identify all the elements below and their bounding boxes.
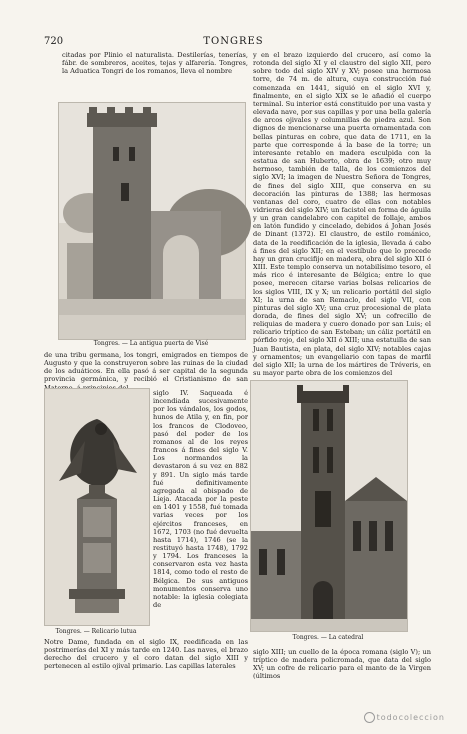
watermark: todocoleccion xyxy=(335,712,445,726)
text-left-bottom: Notre Dame, fundada en el siglo IX, reedificada en las postrimerías del XI y más tarde en 1240. Las naves, el brazo derecho del crucero y el coro datan del siglo XIII y pertenecen al estilo ojival primario. Las capillas laterales xyxy=(44,638,248,671)
text-left-top: citadas por Plinio el naturalista. Destilerías, tenerías, fábr. de sombreros, aceites, tejas y alfarería. Tongres, la Aduatica Tongri de los romanos, lleva el nombre xyxy=(62,51,248,76)
figure-reliquary xyxy=(44,388,150,626)
caption-gate: Tongres. — La antigua puerta de Visé xyxy=(93,340,209,347)
text-right-bottom: siglo XIII; un cuello de la época romana (siglo V); un tríptico de madera policromada, que data del siglo XV; un cofre de relicario para el manto de la Virgen (últimos xyxy=(253,648,431,681)
figure-cathedral xyxy=(250,380,408,632)
running-title: TONGRES xyxy=(203,36,264,47)
page-header xyxy=(0,36,467,50)
cathedral-illustration xyxy=(251,381,407,631)
caption-cathedral: Tongres. — La catedral xyxy=(292,634,364,641)
text-right-top: y en el brazo izquierdo del crucero, así como la rotonda del siglo XI y el claustro del siglo XII, pero sobre todo del siglo XIV y XV; posee una hermosa torre, de 74 m. de altura, cuya construcción fué comenzada en 1441, siguió en el siglo XVI y, finalmente, en el siglo XIX se le añadió el cuerpo terminal. Su interior está constituido por una vasta y elevada nave, por sus capillas y por una bella galería de arcos ojivales y columnillas de piedra azul. Son dignos de mencionarse una puerta ornamentada con bellas pinturas en cobre, que data de 1711, en la parte que corresponde á la base de la torre; un interesante retablo en madera esculpida con la estatua de san Huberto, obra de 1639; otro muy hermoso, también de talla, de los comienzos del siglo XVI; la imagen de Nuestra Señora de Tongres, de fines del siglo XIII, que conserva en su decoración las pinturas de 1388; las hermosas ventanas del coro, cuatro de ellas con notables vidrieras del siglo XIV; un facistol en forma de águila y un gran candelabro con capitel de follaje, ambos en latón fundido y cincelado, debidos á Johan Josés de Dinant (1372). El claustro, de estilo románico, data de la reedificación de la iglesia, llevada á cabo á fines del siglo XII; en el vestíbulo que lo precede hay un gran crucifijo en madera, obra del siglo XII ó XIII. Este templo conserva un notabilísimo tesoro, el más rico é interesante de Bélgica; entre lo que posee, merecen citarse varias bolsas relicarios de los siglos VIII, IX y X; un relicario portátil del siglo XI; la urna de san Remaclo, del siglo VII, con pinturas del siglo XV; una cruz procesional de plata dorada, de fines del siglo XV; un cofrecillo de reliquias de madera y cuero donado por san Luis; el relicario tríptico de san Esteban; un cáliz portátil en pórfido rojo, del siglo XII ó XIII; una estatuilla de san Juan Bautista, en plata, del siglo XIV; notables cajas y ornamentos; un evangeliario con tapas de marfil del siglo XII; la urna de los mártires de Tréveris, en su mayor parte obra de los comienzos del xyxy=(253,51,431,378)
reliquary-illustration xyxy=(45,389,149,625)
caption-reliquary: Tongres. — Relicario lutua xyxy=(55,628,137,635)
page-number: 720 xyxy=(44,36,64,47)
figure-gate xyxy=(58,102,246,340)
watermark-logo-icon xyxy=(364,712,375,723)
text-middle-wrap: siglo IV. Saqueada é incendiada sucesivamente por los vándalos, los godos, hunos de Atila y, en fin, por los francos de Clodoveo, pasó del poder de los romanos al de los reyes francos á fines del siglo V. Los normandos la devastaron á su vez en 882 y 891. Un siglo más tarde fué definitivamente agregada al obispado de Lieja. Atacada por la peste en 1401 y 1558, fué tomada varias veces por los ejércitos franceses, en 1672, 1703 (no fué devuelta hasta 1714), 1746 (se la restituyó hasta 1748), 1792 y 1794. Los franceses la conservaron esta vez hasta 1814, como todo el resto de Bélgica. De sus antiguos monumentos conserva uno notable: la iglesia colegiata de xyxy=(153,389,248,610)
gate-illustration xyxy=(59,103,245,339)
text-left-middle: de una tribu germana, los tongri, emigrados en tiempos de Augusto y que la construyeron sobre las ruinas de la ciudad de los aduáticos. En ella pasó á ser capital de la segunda provincia germánica, y recibió el Cristianismo de san xyxy=(44,351,248,384)
